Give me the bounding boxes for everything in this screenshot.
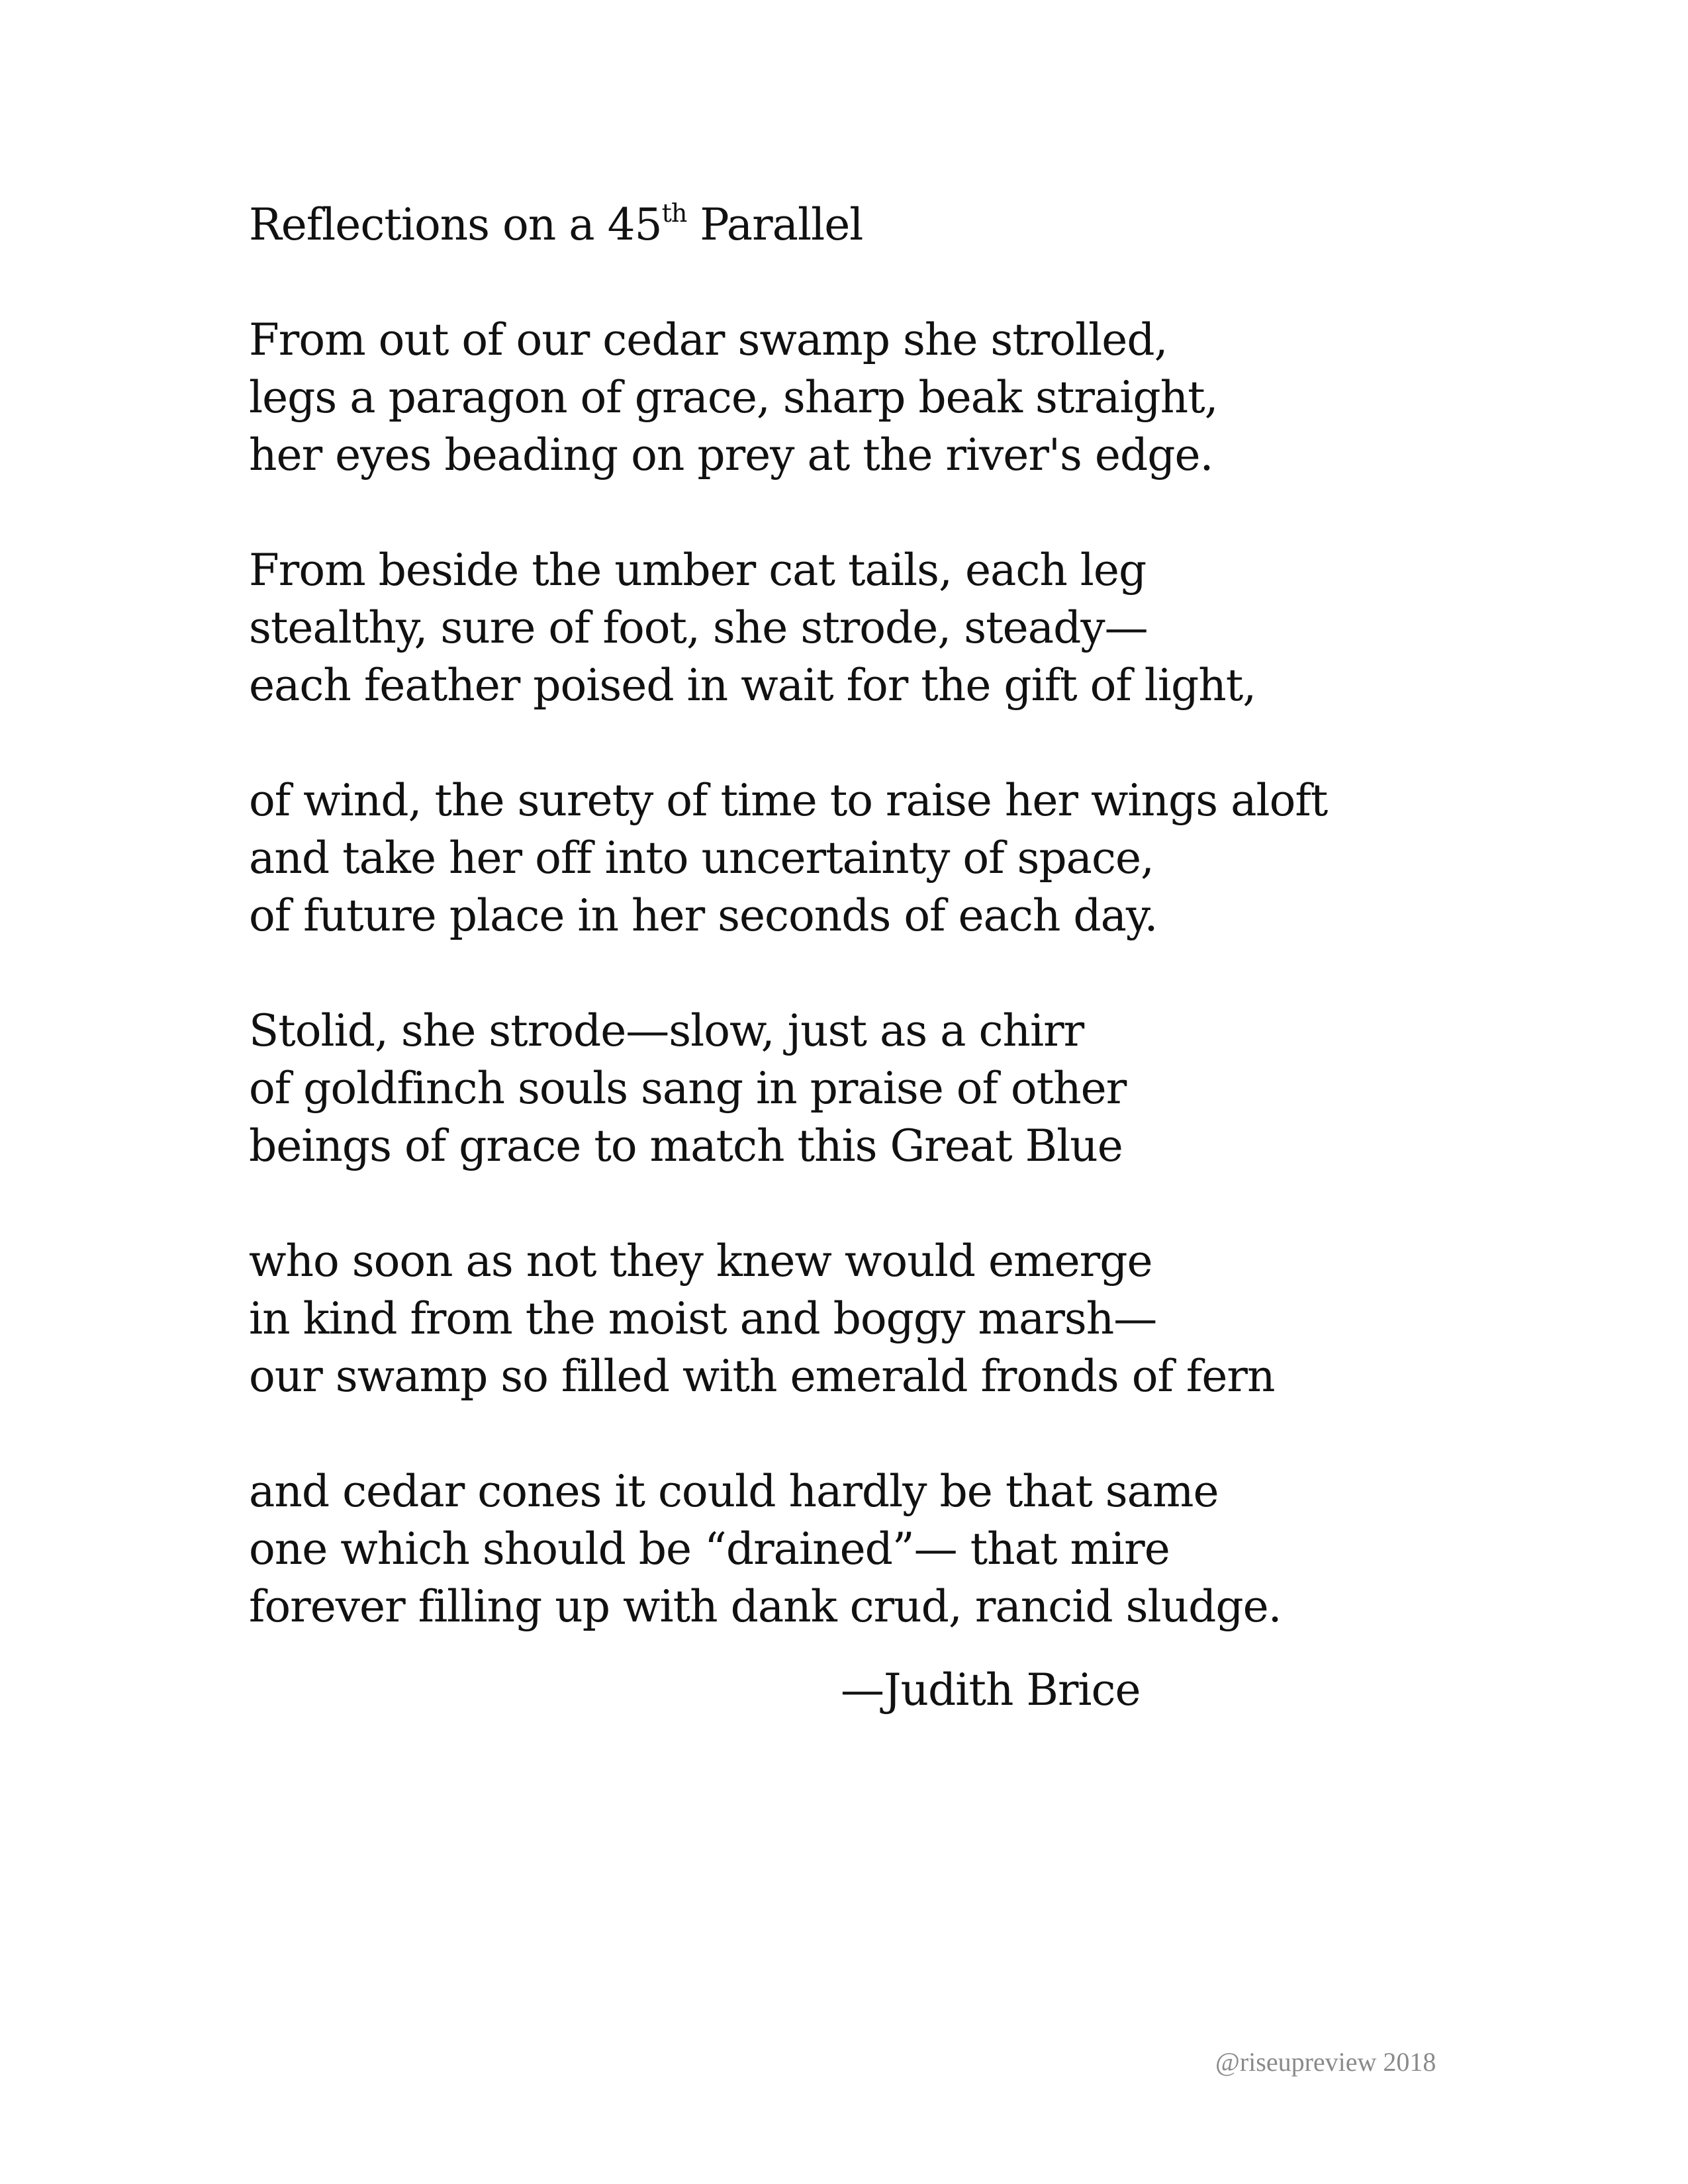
stanza-4 <box>249 1002 1573 1175</box>
poem-line: and cedar cones it could hardly be that same <box>249 1466 1219 1517</box>
poem-line: of wind, the surety of time to raise her wings aloft <box>249 775 1328 826</box>
footer-credit: @riseupreview 2018 <box>1215 2047 1436 2077</box>
poem-title-main: Reflections on a 45 <box>249 199 662 250</box>
poem-line: legs a paragon of grace, sharp beak straight, <box>249 372 1218 423</box>
stanza-2 <box>249 541 1573 714</box>
poem-line: and take her off into uncertainty of space, <box>249 833 1154 884</box>
poem <box>249 196 1573 1693</box>
poem-line: of goldfinch souls sang in praise of other <box>249 1063 1127 1114</box>
poem-line: each feather poised in wait for the gift of light, <box>249 660 1256 711</box>
poem-line: Stolid, she strode—slow, just as a chirr <box>249 1005 1084 1056</box>
poem-author: —Judith Brice <box>841 1664 1141 1715</box>
poem-line: who soon as not they knew would emerge <box>249 1236 1152 1287</box>
poem-line: our swamp so filled with emerald fronds of fern <box>249 1351 1275 1402</box>
poem-title-superscript: th <box>661 199 687 228</box>
poem-line: her eyes beading on prey at the river's edge. <box>249 430 1213 480</box>
poem-line: forever filling up with dank crud, rancid sludge. <box>249 1581 1282 1632</box>
poem-line: of future place in her seconds of each day. <box>249 890 1158 941</box>
poem-line: in kind from the moist and boggy marsh— <box>249 1293 1157 1344</box>
stanza-1 <box>249 311 1573 484</box>
poem-line: From out of our cedar swamp she strolled, <box>249 314 1168 365</box>
poem-title-end: Parallel <box>686 199 863 250</box>
poem-title <box>249 196 1573 253</box>
stanza-5 <box>249 1232 1573 1405</box>
poem-line: beings of grace to match this Great Blue <box>249 1120 1123 1171</box>
stanza-6 <box>249 1463 1573 1635</box>
poem-line: stealthy, sure of foot, she strode, steady— <box>249 602 1148 653</box>
poem-line: one which should be “drained”— that mire <box>249 1524 1170 1574</box>
stanza-3 <box>249 772 1573 944</box>
poem-line: From beside the umber cat tails, each leg <box>249 545 1147 596</box>
